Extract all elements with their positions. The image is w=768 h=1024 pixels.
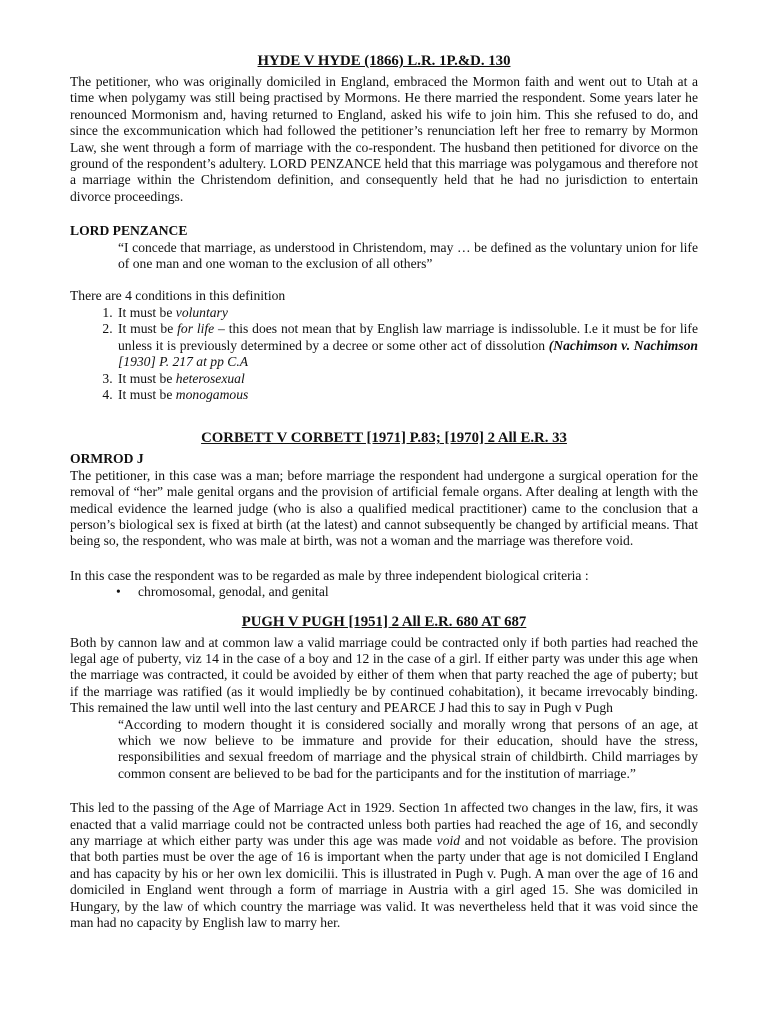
pugh-facts: Both by cannon law and at common law a valid marriage could be contracted only if both parties had reached the legal age of puberty, viz 14 in the case of a boy and 12 in the case of a girl. If either party was under this age when the marriage was contracted, it could be avoided by either of them when that party reached the age of puberty; but if the marriage was ratified (as it would impliedly be by continued cohabitation), it became irrevocably binding. This remained the law until well into the last century and PEARCE J had this to say in Pugh v Pugh xyxy=(70,634,698,716)
hyde-facts: The petitioner, who was originally domiciled in England, embraced the Mormon faith and went out to Utah at a time when polygamy was still being practised by Mormons. He there married the respondent. Some years later he renounced Mormonism and, having returned to England, asked his wife to join him. This she refused to do, and since the excommunication which had followed the petitioner’s renunciation left her free to remarry by Mormon Law, she went through a form of marriage with the co-respondent. The husband then petitioned for divorce on the ground of the respondent’s adultery. LORD PENZANCE held that this marriage was polygamous and therefore not a marriage within the Christendom definition, and consequently held that he had no jurisdiction to entertain divorce proceedings. xyxy=(70,74,698,204)
judge-ormrod: ORMROD J xyxy=(70,451,144,467)
conditions-list xyxy=(70,305,698,403)
criteria-intro: In this case the respondent was to be regarded as male by three independent biological criteria : xyxy=(70,567,589,583)
age-of-marriage-act: This led to the passing of the Age of Marriage Act in 1929. Section 1n affected two changes in the law, firs, it was enacted that a valid marriage could not be contracted unless both parties had reached the age of 16, and secondly any marriage at which either party was under this age was made void and not voidable as before. The provision that both parties must be over the age of 16 is important when the party under that age is not domiciled I England and has capacity by his or her own lex domicilii. This is illustrated in Pugh v. Pugh. A man over the age of 16 and domiciled in England went through a form of marriage in Austria with a girl aged 15. She was domiciled in Hungary, by the law of which country the marriage was valid. It was nevertheless held that it was void since the man had no capacity by English law to marry her. xyxy=(70,800,699,931)
case-corbett xyxy=(70,429,698,600)
case-pugh xyxy=(70,613,698,932)
judge-penzance: LORD PENZANCE xyxy=(70,223,188,239)
case-title-hyde: HYDE V HYDE (1866) L.R. 1P.&D. 130 xyxy=(257,53,511,69)
criteria-item: • chromosomal, genodal, and genital xyxy=(138,584,698,600)
case-title-pugh: PUGH V PUGH [1951] 2 All E.R. 680 AT 687 xyxy=(241,613,527,630)
condition-item: 4. It must be monogamous xyxy=(116,387,698,403)
conditions-intro: There are 4 conditions in this definition xyxy=(70,288,286,304)
criteria-list xyxy=(70,584,698,600)
condition-item: 1. It must be voluntary xyxy=(116,305,698,321)
condition-item: 2. It must be for life – this does not mean that by English law marriage is indissoluble. I.e it must be for life unless it is previously determined by a decree or some other act of dissolution (Nachimson v. Nachimson [1930] P. 217 at pp C.A xyxy=(116,321,698,370)
condition-item: 3. It must be heterosexual xyxy=(116,371,698,387)
case-title-corbett: CORBETT V CORBETT [1971] P.83; [1970] 2 All E.R. 33 xyxy=(201,430,567,447)
case-hyde xyxy=(70,52,698,403)
pearce-quote: “According to modern thought it is considered socially and morally wrong that persons of an age, at which we now believe to be immature and provide for their education, should have the stress, responsibilities and sexual freedom of marriage and the physical strain of childbirth. Child marriages by common consent are believed to be bad for the participants and for the institution of marriage.” xyxy=(118,716,698,781)
penzance-quote: “I concede that marriage, as understood in Christendom, may … be defined as the voluntary union for life of one man and one woman to the exclusion of all others” xyxy=(118,239,698,272)
corbett-facts: The petitioner, in this case was a man; before marriage the respondent had undergone a surgical operation for the removal of “her” male genital organs and the provision of artificial female organs. After dealing at length with the medical evidence the learned judge (who is also a qualified medical practitioner) came to the conclusion that a person’s biological sex is fixed at birth (at the latest) and cannot subsequently be changed by artificial means. That being so, the respondent, who was male at birth, was not a woman and the marriage was therefore void. xyxy=(70,467,698,549)
